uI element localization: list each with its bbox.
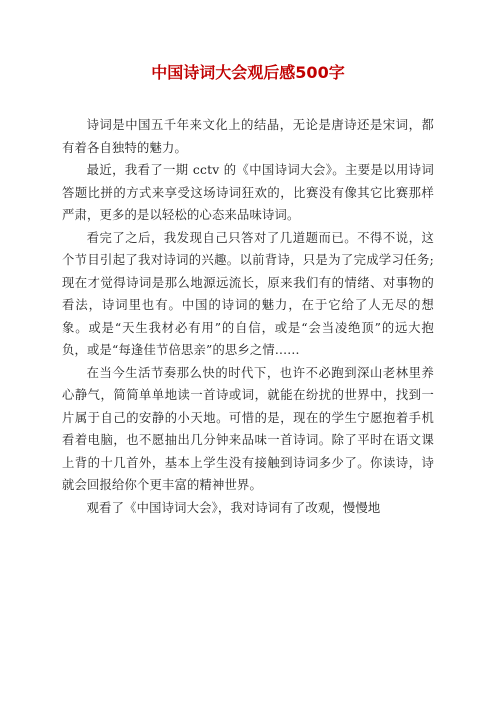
paragraph-5: 观看了《中国诗词大会》，我对诗词有了改观，慢慢地 [86,500,381,515]
paragraph-2: 最近，我看了一期 cctv 的《中国诗词大会》。主要是以用诗词答题比拼的方式来享受这场诗词狂欢的，比赛没有像其它比赛那样严肃，更多的是以轻松的心态来品味诗词。 [62,163,434,222]
paragraph-3: 看完了之后，我发现自己只答对了几道题而已。不得不说，这个节目引起了我对诗词的兴趣。以前背诗，只是为了完成学习任务;现在才觉得诗词是那么地源远流长，原来我们有的情绪、对事物的看法，诗词里也有。中国的诗词的魅力，在于它给了人无尽的想象。或是“天生我材必有用”的自信，或是“会当凌绝顶”的远大抱负，或是“每逢佳节倍思亲”的思乡之情...... [62,230,434,357]
page-title: 中国诗词大会观后感500字 [151,63,345,82]
paragraph-1: 诗词是中国五千年来文化上的结晶，无论是唐诗还是宋词，都有着各自独特的魅力。 [62,118,434,155]
paragraph-4: 在当今生活节奏那么快的时代下，也许不必跑到深山老林里养心静气，简简单单地读一首诗或词，就能在纷扰的世界中，找到一片属于自己的安静的小天地。可惜的是，现在的学生宁愿抱着手机看着电脑，也不愿抽出几分钟来品味一首诗词。除了平时在语文课上背的十几首外，基本上学生没有接触到诗词多少了。你读诗，诗就会回报给你个更丰富的精神世界。 [62,365,434,492]
